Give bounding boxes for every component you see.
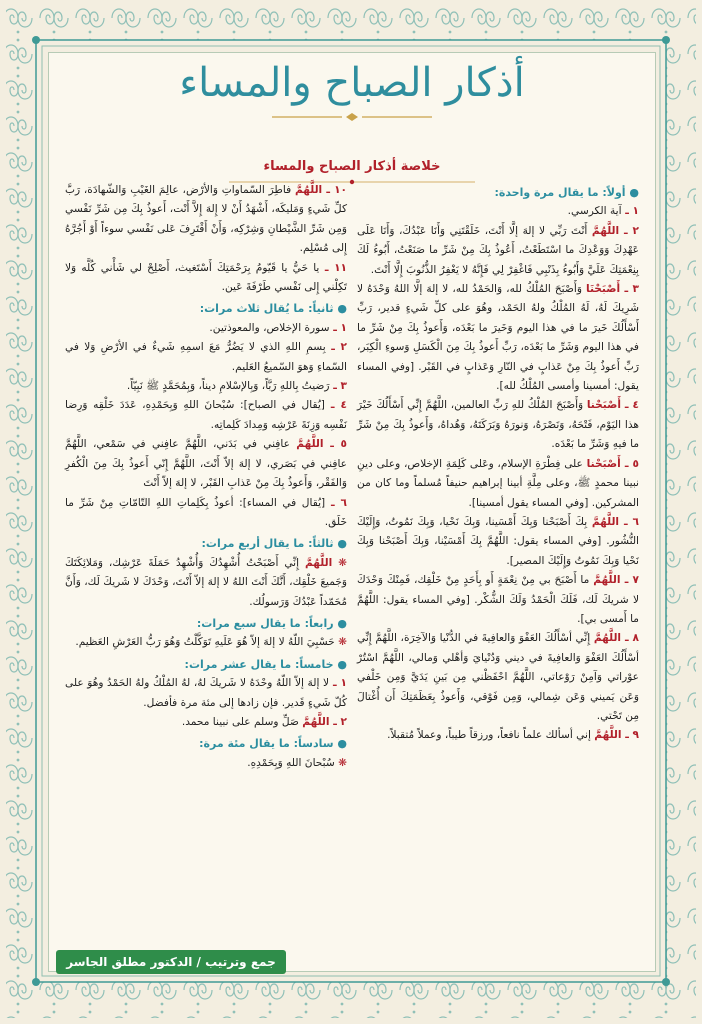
- item-number: ٦ ـ: [325, 496, 347, 509]
- text-span: وَأَصْبَحَ المُلْكُ لله، وَالحَمْدُ لله، لا إلهَ إلَّا اللهُ وَحْدَهُ لا شَرِيكَ لَهُ، لَهُ المُلْكُ ولهُ الحَمْد، وهُوَ على كلِّ شَيءٍ قدير، رَبِّ أَسْأَلُكَ خَيرَ ما في هذا اليوم وَخَيرَ ما بَعْدَه، وَأَعوذُ بِكَ مِنْ شَرِّ ما في هذا اليوم وَشَرِّ ما بَعْدَه، رَبِّ أَعوذُ بِكَ مِنَ الْكَسَلِ وَسوءِ الْكِبَر، رَبِّ أَعوذُ بِكَ مِنْ عَذابٍ في النّارِ وَعَذابٍ في القَبْر. [وفي المساء يقول: أمسينا وأمسى المُلْكُ لله].: [357, 283, 639, 393]
- text-span: آية الكرسي.: [567, 205, 622, 218]
- text-span: وَأَصْبَحَ المُلْكُ للهِ رَبِّ العالمين، اللَّهُمَّ إِنِّي أَسْأَلُكَ خَيْرَ هذا اليَوْم، فَتْحَهُ، وَنَصْرَهُ، وَنورَهُ وَبَرَكَتَهُ، وَهُداهُ، وَأَعوذُ بِكَ مِنْ شَرِّ ما فيهِ وَشَرِّ ما بَعْدَه.: [357, 399, 639, 451]
- list-item: [357, 726, 639, 745]
- item-number: ١ ـ: [329, 321, 347, 334]
- bullet-icon: ●: [337, 616, 347, 630]
- text-span: سادساً: ما يقال مئة مرة:: [199, 737, 334, 751]
- text-span: لا إلهَ إلاّ اللّهُ وحْدَهُ لا شَريكَ لهُ، لهُ المُلْكُ ولهُ الحَمْدُ وهُوَ على كُلّ شَيءٍ قَدير. فإن زادها إلى مئة مرة فأفضل.: [65, 677, 347, 709]
- list-item: [65, 377, 347, 396]
- text-span: اللَّهُمَّ: [591, 224, 620, 237]
- author-credit: جمع وترتيب / الدكتور مطلق الجاسر: [56, 950, 286, 974]
- item-number: ٩ ـ: [621, 729, 639, 742]
- item-number: ٢ ـ: [329, 715, 347, 728]
- text-span: أَصْبَحْنَا: [586, 283, 621, 296]
- item-number: ٣ ـ: [329, 380, 347, 393]
- title-ornament: [272, 112, 432, 122]
- text-span: ثالثاً: ما يقال أربع مرات:: [201, 537, 334, 551]
- text-span: اللَّهُمَّ: [294, 184, 323, 196]
- star-icon: ❋: [338, 756, 347, 769]
- section-title: أولاً: ما يقال مرة واحدة:: [494, 186, 626, 199]
- item-number: ١ ـ: [621, 205, 639, 218]
- list-item: [357, 280, 639, 396]
- section-heading-four: [65, 534, 347, 553]
- star-icon: ❋: [338, 556, 347, 569]
- text-span: اللَّهُمَّ: [593, 574, 621, 587]
- list-item: [65, 319, 347, 338]
- text-span: أَنْتَ رَبِّي لا إلهَ إلَّا أَنْتَ، خَلَقْتَنِي وَأَنَا عَبْدُكَ، وَأَنَا عَلَى عَهْدِكَ وَوَعْدِكَ ما اسْتَطَعْتُ، أَعُوذُ بِكَ مِنْ شَرِّ ما صَنَعْتُ، أَبُوءُ لَكَ بِنِعْمَتِكَ عَلَيَّ وَأَبُوءُ بِذَنْبِي فَاغْفِرْ لِي فَإِنَّهُ لا يَغْفِرُ الذُّنُوبَ إِلَّا أَنْتَ.: [357, 224, 639, 276]
- text-span: صَلِّ وسلم على نبينا محمد.: [181, 715, 299, 728]
- text-span: سُبْحانَ اللهِ وَبِحَمْدِهِ.: [247, 756, 335, 769]
- list-item: [357, 571, 639, 629]
- item-number: ٣ ـ: [620, 283, 639, 296]
- page-title: أذكار الصباح والمساء: [179, 60, 525, 106]
- item-number: ١٠ ـ: [322, 184, 347, 196]
- text-span: اللَّهُمَّ: [304, 556, 333, 569]
- text-span: [يُقال في الصباح]: سُبْحانَ اللهِ وَبِحَمْدِهِ، عَدَدَ خَلْقِه وَرِضا نَفْسِه وَزِنَةَ عَرْشِه وَمِدادَ كَلِماتِه.: [65, 399, 347, 431]
- text-span: اللَّهُمَّ: [296, 438, 324, 451]
- text-span: بِكَ أَصْبَحْنا وَبِكَ أَمْسَينا، وَبِكَ نَحْيا، وَبِكَ نَمُوتُ، وَإِلَيْكَ النُّشُور. [وفي المساء يقول: اللَّهُمَّ بِكَ أَمْسَيْنا، وَبِكَ أَصْبَحْنا وَبِكَ نَحْيا وَبِكَ نَمُوتُ وَإِلَيْكَ المصير].: [357, 515, 639, 567]
- bullet-icon: ●: [629, 186, 639, 199]
- text-span: بِسمِ اللهِ الذي لا يَضُرُّ مَعَ اسمِهِ شَيءٌ في الأرْضِ وَلا في السّماءِ وَهوَ السّميعُ العَليم.: [65, 341, 347, 373]
- list-item: [357, 202, 639, 221]
- text-span: إِنِّي أسْأَلُكَ العَفْوَ وَالعافِيةَ في الدُّنْيا وَالآخِرَة، اللَّهُمَّ إِنِّي أسْأَلُكَ العَفْوَ وَالعافِيةَ في ديني وَدُنْيايَ وَأهْلي وَمالي، اللَّهُمَّ اسْتُرْ عوْراتي وَآمِنْ رَوْعاتي، اللَّهُمَّ احْفَظْني مِن بَينِ يَدَيَّ وَمِن خَلْفي وَعَن يَميني وَعَن شِمالي، وَمِن فَوْقي، وَأَعوذُ بِعَظَمَتِكَ أَن أُغْتالَ مِن تَحْتي.: [357, 632, 639, 722]
- list-item: [357, 629, 639, 726]
- text-span: سورة الإخلاص، والمعوذتين.: [209, 321, 330, 334]
- text-span: [يُقال في المساء]: أعوذُ بِكَلِماتِ اللهِ التّامّاتِ مِنْ شَرِّ ما خَلَق.: [65, 496, 347, 528]
- star-icon: ❋: [338, 636, 347, 649]
- subtitle: خلاصة أذكار الصباح والمساء: [263, 159, 441, 174]
- list-item: [357, 222, 639, 280]
- text-span: حَسْبِيَ اللّهُ لا إلهَ إلاّ هُوَ عَلَيهِ تَوَكَّلْتُ وَهُوَ رَبُّ العَرْشِ العَظيم.: [75, 636, 335, 649]
- text-span: اللَّهُمَّ: [593, 632, 622, 645]
- item-number: ٥ ـ: [323, 438, 348, 451]
- bullet-icon: ●: [337, 537, 347, 551]
- section-heading-once: [357, 183, 639, 202]
- text-span: أَصْبَحْنا: [586, 457, 621, 470]
- text-span: على فِطْرَةِ الإسلام، وعَلى كَلِمَةِ الإخلاص، وعلى دينِ نبينا محمدٍ ﷺ، وعلى مِلَّةِ أبينا إبراهيم حنيفاً مُسلماً وما كان من المشركين. [وفي المساء يقول أمسينا].: [357, 457, 639, 509]
- list-item: [65, 396, 347, 435]
- text-span: ثانياً: ما يُقال ثلاث مرات:: [199, 302, 334, 316]
- text-span: رابعاً: ما يقال سبع مرات:: [196, 616, 334, 630]
- title-block: [49, 59, 655, 126]
- item-number: ٨ ـ: [621, 632, 640, 645]
- item-number: ١١ ـ: [319, 261, 347, 274]
- list-item: [357, 396, 639, 454]
- content-panel: [48, 52, 656, 972]
- text-span: أَصْبَحْنا: [586, 399, 621, 412]
- list-item: [65, 633, 347, 652]
- text-span: إني أسألك علماً نافعاً، ورزقاً طيباً، وعملاً مُتقبلاً.: [387, 729, 591, 742]
- list-item: [357, 513, 639, 571]
- right-column: [357, 181, 639, 746]
- section-heading-seven: [65, 614, 347, 633]
- list-item: [65, 181, 347, 259]
- list-item: [65, 494, 347, 533]
- section-heading-ten: [65, 655, 347, 674]
- bullet-icon: ●: [337, 737, 347, 751]
- bullet-icon: ●: [337, 302, 347, 316]
- list-item: [65, 259, 347, 298]
- item-number: ٢ ـ: [325, 341, 348, 354]
- item-number: ١ ـ: [329, 677, 347, 690]
- list-item: [65, 674, 347, 713]
- list-item: [357, 455, 639, 513]
- text-span: إِنِّي أَصْبَحْتُ أُشْهِدُكَ وَأُشْهِدُ حَمَلَةَ عَرْشِك، وَمَلائِكَتَكَ وَجَميعَ خَلْقِك، أَنَّكَ أَنْتَ اللهُ لا إلهَ إلاّ أَنْتَ، وَحْدَكَ لا شَريكَ لَك، وَأَنَّ مُحَمّداً عَبْدُكَ وَرَسولُك.: [65, 556, 347, 608]
- text-span: فاطِرَ السّماواتِ وَالأرْض، عالِمَ الغَيْبِ وَالشّهادَة، رَبَّ كلِّ شَيءٍ وَمَليكَه، أَشْهَدُ أَنْ لا إِلهَ إِلاَّ أَنْت، أَعوذُ بِكَ مِن شَرِّ نَفْسي وَمِن شَرِّ الشَّيْطانِ وَشِرْكِه، وَأَنْ أَقْتَرِفَ عَلى نَفْسي سوءاً أَوْ أَجُرَّهُ إِلى مُسْلِم.: [65, 184, 347, 255]
- text-span: اللَّهُمَّ: [594, 729, 622, 742]
- list-item: [65, 338, 347, 377]
- text-span: اللَّهُمَّ: [302, 715, 330, 728]
- item-number: ٧ ـ: [620, 574, 640, 587]
- text-span: خامساً: ما يقال عشر مرات:: [184, 657, 334, 671]
- item-number: ٤ ـ: [324, 399, 347, 412]
- item-number: ٢ ـ: [619, 224, 639, 237]
- left-column: [65, 181, 347, 773]
- text-span: يا حَيُّ يا قَيّومُ بِرَحْمَتِكَ أَسْتَغيث، أَصْلِحْ لي شَأْني كُلَّه وَلا تَكِلْني إِلى نَفْسي طَرْفَةَ عَين.: [65, 261, 347, 294]
- item-number: ٦ ـ: [619, 515, 640, 528]
- list-item: [65, 554, 347, 612]
- item-number: ٤ ـ: [620, 399, 639, 412]
- text-span: اللَّهُمَّ: [591, 515, 620, 528]
- list-item: [65, 713, 347, 732]
- text-span: ما أَصْبَحَ بي مِنْ نِعْمَةٍ أَو بِأَحَدٍ مِنْ خَلْقِك، فَمِنْكَ وَحْدَكَ لا شريكَ لَك، فَلَكَ الْحَمْدُ وَلَكَ الشُّكْر. [وفي المساء يقول: اللَّهُمَّ ما أَمسى بي].: [357, 574, 639, 625]
- section-heading-hundred: [65, 734, 347, 753]
- item-number: ٥ ـ: [620, 457, 639, 470]
- bullet-icon: ●: [337, 657, 347, 671]
- list-item: [65, 435, 347, 493]
- text-span: رَضيتُ بِاللهِ رَبَّاً، وَبِالإسْلامِ ديناً، وَبِمُحَمَّدٍ ﷺ نَبِيّاً.: [126, 380, 330, 393]
- text-span: عافِني في بَدَني، اللَّهُمَّ عافِني في سَمْعي، اللَّهُمَّ عافِني في بَصَري، لا إلهَ إلاّ أَنْتَ، اللَّهُمَّ إِنّي أَعوذُ بِكَ مِنَ الْكُفرِ وَالفَقْر، وَأَعوذُ بِكَ مِنْ عَذابِ القَبْر، لا إلهَ إلاّ أَنْتَ: [65, 438, 347, 490]
- section-heading-three: [65, 299, 347, 318]
- list-item: [65, 754, 347, 773]
